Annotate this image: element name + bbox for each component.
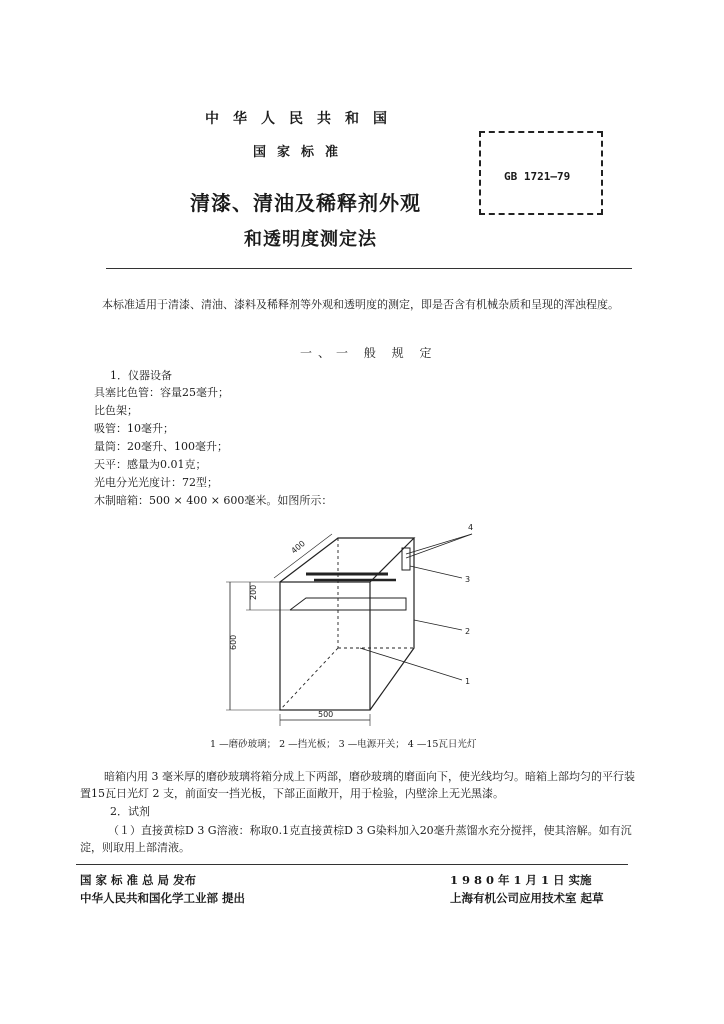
item-reagent-heading: 2．试剂 — [110, 805, 150, 818]
footer-issuer: 国 家 标 准 总 局 发布 — [80, 873, 197, 887]
light-shield — [402, 548, 410, 570]
label-switch: 3 — [465, 575, 471, 584]
reagent-paragraph: （１）直接黄棕D 3 G溶液：称取0.1克直接黄棕D 3 G染料加入20毫升蒸馏水充分搅拌，使其溶解。如有沉淀，则取用上部清液。 — [80, 824, 632, 854]
darkbox-figure — [210, 520, 500, 734]
box-front-face — [280, 582, 370, 710]
standard-code: GB 1721—79 — [504, 170, 571, 183]
intro-paragraph: 本标准适用于清漆、清油、漆料及稀释剂等外观和透明度的测定，即是否含有机械杂质和呈现的浑浊程度。 — [102, 298, 619, 311]
darkbox-paragraph: 暗箱内用 3 毫米厚的磨砂玻璃将箱分成上下两部，磨砂玻璃的磨面向下，使光线均匀。暗箱上部均匀的平行装置15瓦日光灯 2 支，前面安一挡光板，下部正面敞开，用于检验，内壁涂上无光黑漆。 — [80, 770, 635, 800]
frosted-glass — [290, 598, 406, 610]
document-title-line1: 清漆、清油及稀释剂外观 — [190, 191, 421, 215]
footer-proposer: 中华人民共和国化学工业部 提出 — [80, 891, 246, 905]
equipment-item: 光电分光光度计：72型； — [94, 476, 218, 489]
item-equipment-heading: 1．仪器设备 — [110, 369, 172, 382]
equipment-item: 天平：感量为0.01克； — [94, 458, 207, 471]
box-right-face — [370, 538, 414, 710]
equipment-item: 量筒：20毫升、100毫升； — [94, 440, 228, 453]
figure-caption: 1 —磨砂玻璃； 2 —挡光板； 3 —电源开关； 4 —15瓦日光灯 — [210, 739, 477, 750]
section-heading: 一、一 般 规 定 — [300, 346, 438, 360]
label-glass: 1 — [465, 677, 471, 686]
dim-height: 600 — [229, 634, 238, 650]
equipment-item: 木制暗箱：500 × 400 × 600毫米。如图所示： — [94, 494, 333, 507]
equipment-item: 具塞比色管：容量25毫升； — [94, 386, 229, 399]
footer-date: 1 9 8 0 年 1 月 1 日 实施 — [450, 873, 592, 887]
standard-label: 国家标准 — [253, 145, 350, 160]
darkbox-diagram — [210, 520, 500, 730]
footer-divider — [76, 864, 628, 865]
label-shield: 2 — [465, 627, 471, 636]
document-title-line2: 和透明度测定法 — [244, 229, 377, 250]
equipment-item: 吸管：10毫升； — [94, 422, 174, 435]
footer-drafter: 上海有机公司应用技术室 起草 — [450, 891, 604, 905]
dim-upper-height: 200 — [249, 584, 258, 600]
dim-depth: 400 — [289, 538, 307, 556]
equipment-item: 比色架； — [94, 404, 138, 417]
label-lamp: 4 — [468, 523, 474, 532]
dim-width: 500 — [318, 710, 334, 719]
header-divider — [106, 268, 632, 269]
country-heading: 中华人民共和国 — [205, 111, 401, 127]
